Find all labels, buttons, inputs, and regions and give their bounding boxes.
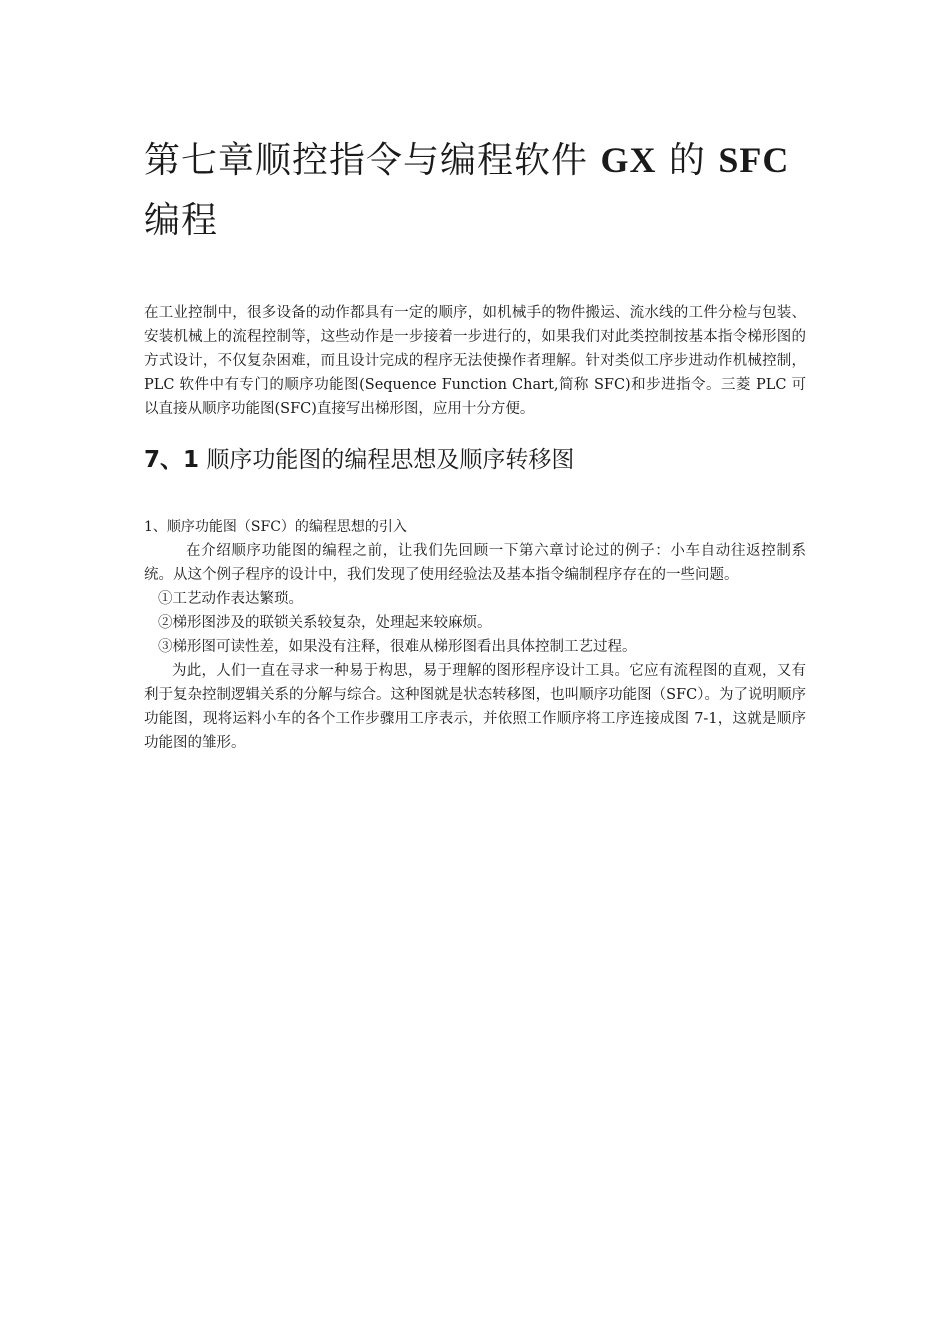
list-item-3: ③梯形图可读性差，如果没有注释，很难从梯形图看出具体控制工艺过程。: [158, 639, 637, 655]
section-number: 7、1: [144, 447, 200, 473]
list-item-2: ②梯形图涉及的联锁关系较复杂，处理起来较麻烦。: [158, 615, 492, 631]
section-heading: [144, 443, 806, 477]
chapter-title: [144, 130, 806, 251]
section-title: 顺序功能图的编程思想及顺序转移图: [199, 447, 575, 473]
chapter-title-part3: 编程: [144, 200, 219, 241]
list-item-1: ①工艺动作表达繁琐。: [158, 591, 303, 607]
body-paragraph-1: 在介绍顺序功能图的编程之前，让我们先回顾一下第六章讨论过的例子：小车自动往返控制系统。从这个例子程序的设计中，我们发现了使用经验法及基本指令编制程序存在的一些问题。: [144, 543, 806, 583]
document-page: [144, 130, 806, 755]
subsection-title: 1、顺序功能图（SFC）的编程思想的引入: [144, 519, 407, 535]
chapter-title-sfc: SFC: [718, 140, 790, 180]
intro-paragraph: 在工业控制中，很多设备的动作都具有一定的顺序，如机械手的物件搬运、流水线的工件分检与包装、安装机械上的流程控制等，这些动作是一步接着一步进行的，如果我们对此类控制按基本指令梯形图的方式设计，不仅复杂困难，而且设计完成的程序无法使操作者理解。针对类似工序步进动作机械控制，PLC 软件中有专门的顺序功能图(Sequence Function Chart,简称 SFC)和步进指令。三菱 PLC 可以直接从顺序功能图(SFC)直接写出梯形图，应用十分方便。: [144, 305, 806, 417]
chapter-title-part1: 第七章顺控指令与编程软件: [144, 140, 601, 181]
body-paragraph-2: 为此，人们一直在寻求一种易于构思，易于理解的图形程序设计工具。它应有流程图的直观，又有利于复杂控制逻辑关系的分解与综合。这种图就是状态转移图，也叫顺序功能图（SFC）。为了说明顺序功能图，现将运料小车的各个工作步骤用工序表示，并依照工作顺序将工序连接成图 7-1，这就是顺序功能图的雏形。: [144, 663, 806, 751]
chapter-title-part2: 的: [656, 140, 719, 181]
chapter-title-gx: GX: [600, 140, 657, 180]
